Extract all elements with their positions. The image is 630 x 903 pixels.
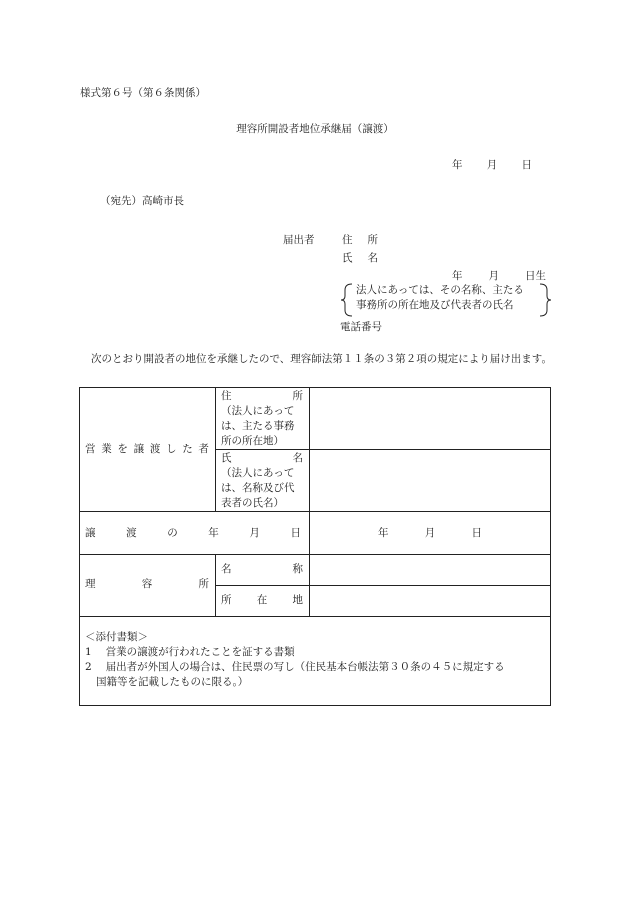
transferor-name-field[interactable] bbox=[315, 451, 545, 509]
shop-location-field[interactable] bbox=[315, 588, 545, 614]
shop-name-label: 名 称 bbox=[221, 563, 303, 575]
form-number: 様式第６号（第６条関係） bbox=[80, 87, 206, 99]
page-title: 理容所開設者地位承継届（譲渡） bbox=[236, 123, 394, 135]
applicant-address-label: 住 所 bbox=[342, 234, 378, 246]
shop-name-field[interactable] bbox=[315, 557, 545, 583]
shop-label: 理 容 所 bbox=[85, 578, 209, 590]
applicant-name-label: 氏 名 bbox=[342, 252, 378, 264]
attachment-item: 2 届出者が外国人の場合は、住民票の写し（住民基本台帳法第３０条の４５に規定する bbox=[85, 661, 505, 673]
attachments-heading: ＜添付書類＞ bbox=[85, 631, 148, 643]
phone-label: 電話番号 bbox=[340, 321, 382, 333]
corporate-note: 法人にあっては、その名称、主たる 事務所の所在地及び代表者の氏名 bbox=[340, 283, 552, 317]
transferor-address-field[interactable] bbox=[315, 389, 545, 447]
transferor-name-head: 氏 名 bbox=[221, 452, 303, 464]
attachments-box bbox=[79, 617, 551, 706]
date-year: 年 bbox=[452, 159, 463, 171]
transfer-date-field[interactable]: 年 月 日 bbox=[378, 527, 482, 539]
shop-location-label: 所 在 地 bbox=[221, 594, 303, 606]
applicant-label: 届出者 bbox=[283, 234, 315, 246]
transfer-date-label: 譲 渡 の 年 月 日 bbox=[85, 527, 301, 539]
declaration-text: 次のとおり開設者の地位を承継したので、理容師法第１１条の３第２項の規定により届け出ます。 bbox=[91, 353, 552, 365]
transferor-label: 営 業 を 譲 渡 し た 者 bbox=[85, 443, 209, 455]
transferor-address-head: 住 所 bbox=[221, 390, 303, 402]
recipient: （宛先）高崎市長 bbox=[100, 195, 184, 207]
transferor-name-note: （法人にあって は、名称及び代 表者の氏名） bbox=[221, 467, 295, 509]
date-day: 日 bbox=[521, 159, 532, 171]
attachment-item: 1 営業の譲渡が行われたことを証する書類 bbox=[85, 646, 295, 658]
attachment-item-continued: 国籍等を記載したものに限る。） bbox=[96, 676, 249, 688]
main-table bbox=[79, 387, 551, 617]
date-month: 月 bbox=[486, 159, 498, 171]
submission-date bbox=[452, 157, 532, 172]
applicant-birth-date: 年 月 日生 bbox=[452, 270, 546, 282]
transferor-address-note: （法人にあって は、主たる事務 所の所在地） bbox=[221, 405, 295, 447]
